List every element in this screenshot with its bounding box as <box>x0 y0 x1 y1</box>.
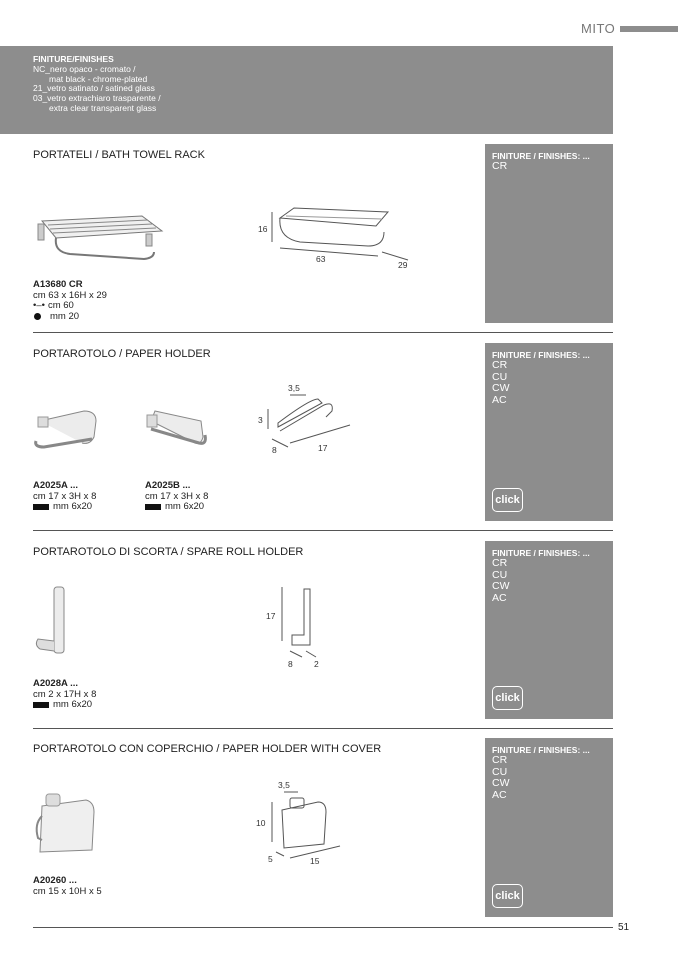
finish-line: 03_vetro extrachiaro trasparente / <box>33 93 161 104</box>
finish-code: CW <box>492 777 510 789</box>
product-info <box>33 876 102 897</box>
finish-code: CR <box>492 359 508 371</box>
plate-size: mm 6x20 <box>165 501 205 512</box>
finish-line: mat black - chrome-plated <box>49 73 148 84</box>
tube-length-icon: •–• <box>33 300 45 311</box>
finish-code: CU <box>492 568 508 581</box>
finishes-panel-title: FINITURE / FINISHES: ... <box>492 548 590 558</box>
paper-holder-a-photo <box>34 407 100 451</box>
click-button[interactable]: click <box>492 686 523 710</box>
dim-depth: 8 <box>288 659 293 669</box>
product-code: A20260 ... <box>33 875 77 886</box>
finishes-panel <box>485 541 613 719</box>
section-bath-towel-rack <box>0 144 678 334</box>
finishes-panel <box>485 343 613 521</box>
dim-thickness: 3,5 <box>278 780 290 790</box>
section-divider <box>33 728 613 729</box>
dim-thickness: 2 <box>314 659 319 669</box>
towel-rack-photo <box>34 206 164 266</box>
brand-label: MITO <box>581 21 616 36</box>
section-spare-roll-holder <box>0 541 678 729</box>
finish-code: CU <box>492 370 508 383</box>
dim-height: 16 <box>258 224 268 234</box>
paper-holder-cover-drawing <box>254 778 354 868</box>
dim-depth: 29 <box>398 260 408 270</box>
product-info-b <box>145 481 208 513</box>
dim-depth: 5 <box>268 854 273 864</box>
tube-length: cm 60 <box>47 300 74 311</box>
section-divider <box>33 332 613 333</box>
finish-line: NC_nero opaco - cromato / <box>33 63 136 74</box>
section-title: PORTAROTOLO CON COPERCHIO / PAPER HOLDER WITH COVER <box>33 743 382 755</box>
section-divider <box>33 530 613 531</box>
towel-rack-drawing <box>258 202 418 272</box>
product-size: cm 2 x 17H x 8 <box>33 688 97 700</box>
dim-width: 17 <box>318 443 328 453</box>
finish-code: AC <box>492 788 507 801</box>
spare-roll-holder-drawing <box>262 585 332 671</box>
brand-bar <box>620 26 678 32</box>
finish-code: AC <box>492 393 507 406</box>
section-title: PORTAROTOLO / PAPER HOLDER <box>33 348 211 360</box>
dim-depth: 8 <box>272 445 277 455</box>
click-button[interactable]: click <box>492 488 523 512</box>
product-code: A2028A ... <box>33 678 79 689</box>
dim-height: 3 <box>258 415 263 425</box>
finishes-panel-title: FINITURE / FINISHES: ... <box>492 745 590 755</box>
footer-divider <box>33 927 613 928</box>
product-code: A2025B ... <box>145 480 191 491</box>
page-number: 51 <box>618 922 630 933</box>
plate-swatch-icon <box>33 702 49 708</box>
finishes-panel-title: FINITURE / FINISHES: ... <box>492 350 590 360</box>
finish-code: CW <box>492 580 510 592</box>
product-info-a <box>33 481 96 513</box>
product-size: cm 63 x 16H x 29 <box>33 289 107 301</box>
product-info <box>33 679 96 711</box>
section-title: PORTATELI / BATH TOWEL RACK <box>33 149 205 161</box>
plate-size: mm 6x20 <box>53 699 93 710</box>
paper-holder-drawing <box>254 383 364 458</box>
dim-width: 15 <box>310 856 320 866</box>
plate-size: mm 6x20 <box>53 501 93 512</box>
dim-width: 63 <box>316 254 326 264</box>
dim-height: 17 <box>266 611 276 621</box>
finishes-panel-title: FINITURE / FINISHES: ... <box>492 151 590 161</box>
finishes-banner <box>0 46 613 134</box>
paper-holder-cover-photo <box>32 794 98 854</box>
finish-code: AC <box>492 591 507 604</box>
product-size: cm 17 x 3H x 8 <box>145 490 209 502</box>
finish-code: CW <box>492 382 510 394</box>
section-title: PORTAROTOLO DI SCORTA / SPARE ROLL HOLDER <box>33 546 304 558</box>
spare-roll-holder-photo <box>32 585 72 657</box>
tube-diameter-icon <box>34 313 41 320</box>
finish-code: CR <box>492 754 508 766</box>
plate-swatch-icon <box>33 504 49 510</box>
section-paper-holder <box>0 343 678 531</box>
dim-thickness: 3,5 <box>288 383 300 393</box>
finishes-banner-title: FINITURE/FINISHES <box>33 54 114 64</box>
finish-code: CU <box>492 765 508 778</box>
tube-diameter: mm 20 <box>50 310 80 322</box>
finishes-panel <box>485 144 613 323</box>
paper-holder-b-photo <box>145 407 211 451</box>
click-button[interactable]: click <box>492 884 523 908</box>
finish-line: extra clear transparent glass <box>49 102 157 113</box>
product-code: A2025A ... <box>33 480 79 491</box>
plate-swatch-icon <box>145 504 161 510</box>
product-size: cm 15 x 10H x 5 <box>33 885 102 897</box>
finish-code: CR <box>492 160 508 172</box>
finish-line: 21_vetro satinato / satined glass <box>33 83 155 94</box>
finish-code: CR <box>492 557 508 569</box>
dim-height: 10 <box>256 818 266 828</box>
section-paper-holder-with-cover <box>0 738 678 918</box>
finishes-panel <box>485 738 613 917</box>
product-code: A13680 CR <box>33 279 83 290</box>
product-size: cm 17 x 3H x 8 <box>33 490 97 502</box>
product-info <box>33 280 107 322</box>
